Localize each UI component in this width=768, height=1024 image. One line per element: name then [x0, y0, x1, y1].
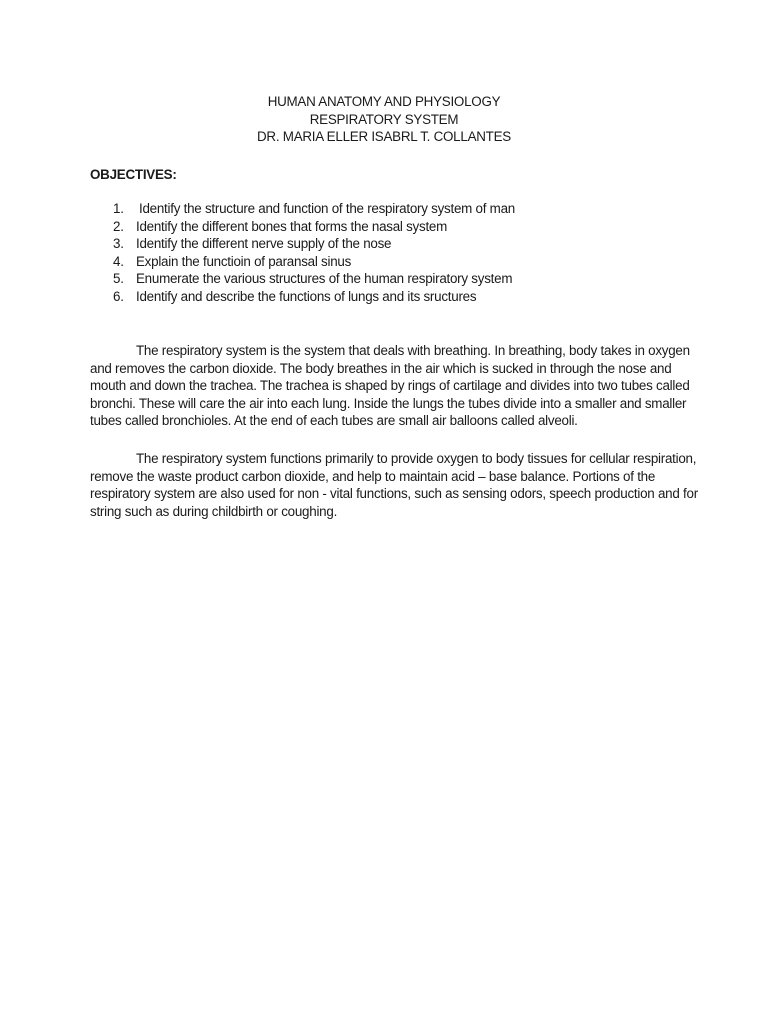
objective-text: Identify the different bones that forms the nasal system: [136, 218, 448, 234]
paragraph-line: The respiratory system is the system that deals with breathing. In breathing, body takes in oxygen: [136, 343, 690, 358]
body-paragraph-functions: [90, 450, 698, 520]
objective-item: [0, 288, 768, 306]
paragraph-line: and removes the carbon dioxide. The body breathes in the air which is sucked in through the nose and: [90, 360, 672, 376]
paragraph-line: bronchi. These will care the air into each lung. Inside the lungs the tubes divide into a smaller and smaller: [90, 395, 687, 411]
paragraph-line: The respiratory system functions primarily to provide oxygen to body tissues for cellular respiration,: [136, 451, 697, 466]
objective-item: [0, 200, 768, 218]
objective-number: 3.: [113, 236, 124, 252]
objective-number: 6.: [113, 288, 124, 304]
paragraph-line: respiratory system are also used for non - vital functions, such as sensing odors, speech production and for: [90, 486, 698, 502]
objective-item: [0, 218, 768, 236]
objective-item: [0, 270, 768, 288]
objective-number: 4.: [113, 253, 124, 269]
objectives-list: [0, 200, 768, 306]
objective-text: Identify and describe the functions of lungs and its sructures: [136, 288, 477, 304]
paragraph-line: string such as during childbirth or coughing.: [90, 503, 338, 519]
document-header: [0, 93, 768, 146]
objective-text: Explain the functioin of paransal sinus: [136, 253, 352, 269]
objective-number: 2.: [113, 218, 124, 234]
paragraph-line: mouth and down the trachea. The trachea is shaped by rings of cartilage and divides into two tubes called: [90, 378, 690, 394]
objective-text: Identify the structure and function of the respiratory system of man: [139, 201, 515, 216]
objective-text: Enumerate the various structures of the human respiratory system: [136, 271, 513, 287]
objective-item: [0, 253, 768, 271]
objective-number: 5.: [113, 271, 124, 287]
paragraph-line: remove the waste product carbon dioxide, and help to maintain acid – base balance. Portions of the: [90, 468, 656, 484]
author-name: DR. MARIA ELLER ISABRL T. COLLANTES: [257, 129, 511, 144]
body-paragraph-breathing: [90, 342, 690, 430]
paragraph-line: tubes called bronchioles. At the end of each tubes are small air balloons called alveoli.: [90, 413, 578, 429]
objectives-heading: OBJECTIVES:: [90, 167, 177, 182]
topic-title: RESPIRATORY SYSTEM: [309, 111, 459, 127]
course-title: HUMAN ANATOMY AND PHYSIOLOGY: [267, 94, 501, 109]
objective-item: [0, 235, 768, 253]
objective-number: 1.: [113, 201, 124, 216]
objective-text: Identify the different nerve supply of the nose: [136, 236, 392, 252]
